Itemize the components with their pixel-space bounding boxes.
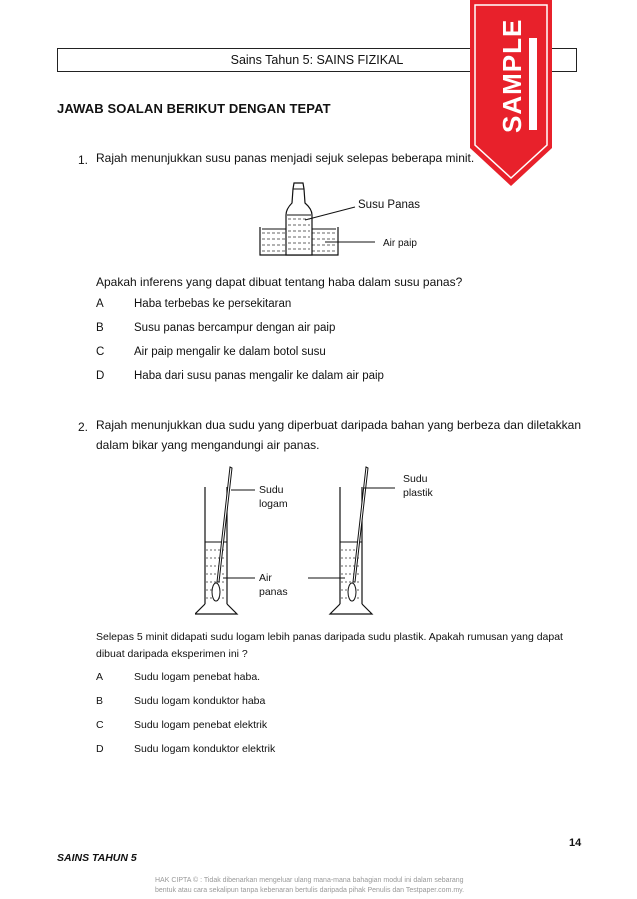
metal-spoon-label-2: logam (259, 498, 288, 510)
question-1-diagram (255, 175, 455, 260)
question-1-text: Rajah menunjukkan susu panas menjadi sejuk selepas beberapa minit. (96, 151, 475, 165)
beaker-plastic-spoon (308, 467, 395, 614)
q1-option-a-text: Haba terbebas ke persekitaran (134, 298, 292, 310)
water-label: Air paip (383, 238, 417, 249)
q1-option-d-text: Haba dari susu panas mengalir ke dalam air paip (134, 370, 384, 382)
instruction-heading: JAWAB SOALAN BERIKUT DENGAN TEPAT (57, 101, 331, 116)
question-1-prompt: Apakah inferens yang dapat dibuat tentang haba dalam susu panas? (96, 275, 463, 289)
question-2-number: 2. (78, 420, 89, 434)
metal-spoon-label-1: Sudu (259, 484, 284, 496)
plastic-spoon-label-1: Sudu (403, 473, 428, 485)
q1-option-b-text: Susu panas bercampur dengan air paip (134, 322, 336, 334)
plastic-spoon-label-2: plastik (403, 487, 433, 499)
water-label-2: panas (259, 586, 288, 598)
footer-label: SAINS TAHUN 5 (57, 852, 137, 864)
sample-stamp (469, 0, 555, 188)
copyright-line-2: bentuk atau cara sekalipun tanpa kebenaran bertulis daripada pihak Penulis dan Testpaper.com.my. (155, 887, 465, 894)
q1-option-a-letter: A (96, 298, 104, 310)
water-label-1: Air (259, 572, 272, 584)
q2-option-b-text: Sudu logam konduktor haba (134, 695, 266, 707)
q2-option-b-letter: B (96, 695, 104, 707)
q1-option-d-letter: D (96, 370, 105, 382)
question-2-diagram (195, 462, 395, 622)
question-2-prompt-line2: dibuat daripada eksperimen ini ? (96, 648, 248, 660)
question-1-number: 1. (78, 153, 89, 167)
question-2-text-line2: dalam bikar yang mengandungi air panas. (96, 438, 320, 452)
milk-label: Susu Panas (358, 199, 421, 211)
header-title: Sains Tahun 5: SAINS FIZIKAL (230, 53, 404, 67)
q2-option-d-letter: D (96, 743, 104, 755)
q2-option-c-text: Sudu logam penebat elektrik (134, 719, 268, 731)
beaker-metal-spoon (195, 467, 255, 614)
q2-option-c-letter: C (96, 719, 104, 731)
q2-option-a-text: Sudu logam penebat haba. (134, 671, 261, 683)
q2-option-a-letter: A (96, 671, 104, 683)
page-number: 14 (569, 837, 582, 849)
q1-option-c-text: Air paip mengalir ke dalam botol susu (134, 346, 326, 358)
q1-option-b-letter: B (96, 322, 104, 334)
question-2-text-line1: Rajah menunjukkan dua sudu yang diperbuat daripada bahan yang berbeza dan diletakkan (96, 418, 582, 432)
q1-option-c-letter: C (96, 346, 105, 358)
copyright-notice (155, 876, 464, 896)
question-2-prompt-line1: Selepas 5 minit didapati sudu logam lebih panas daripada sudu plastik. Apakah rumusan yang dapat (96, 631, 563, 643)
q2-option-d-text: Sudu logam konduktor elektrik (134, 743, 276, 755)
copyright-line-1: HAK CIPTA © : Tidak dibenarkan mengeluar ulang mana-mana bahagian modul ini dalam sebarang (155, 877, 464, 884)
sample-stamp-text: SAMPLE (497, 18, 527, 133)
